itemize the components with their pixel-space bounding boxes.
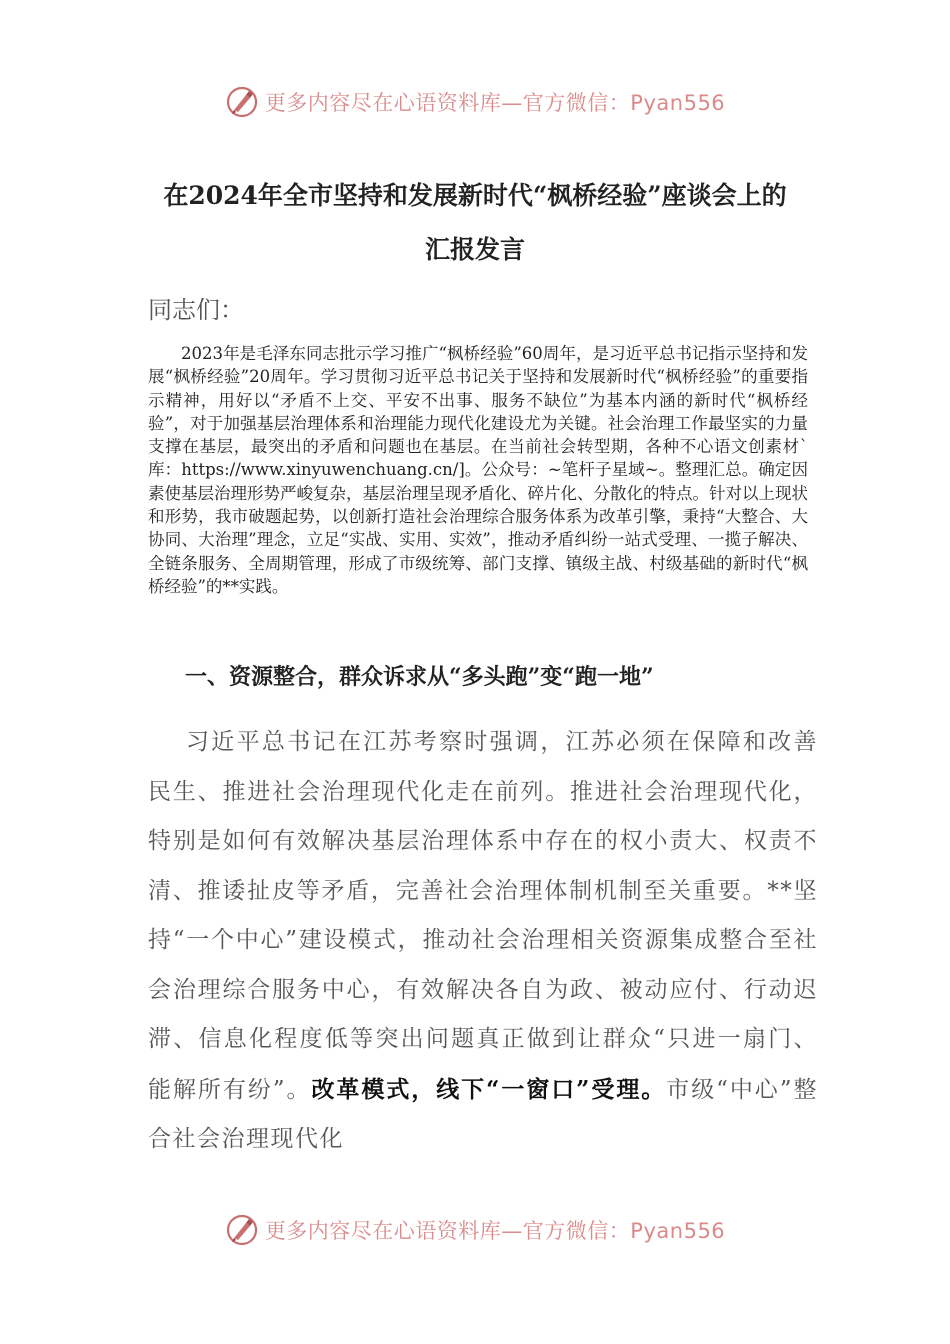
watermark-text: 更多内容尽在心语资料库—官方微信：Pyan556 [264,91,726,115]
section-1-tail: 市级“中心”整合社会治理现代化 [148,1076,818,1152]
section-1-bold-phrase: 改革模式，线下“一窗口”受理。 [311,1075,667,1103]
intro-paragraph: 2023年是毛泽东同志批示学习推广“枫桥经验”60周年，是习近平总书记指示坚持和发展“枫桥经验”20周年。学习贯彻习近平总书记关于坚持和发展新时代“枫桥经验”的重要指示精神，用好以“矛盾不上交、平安不出事、服务不缺位”为基本内涵的新时代“枫桥经验”，对于加强基层治理体系和治理能力现代化建设尤为关键。社会治理工作最坚实的力量支撑在基层，最突出的矛盾和问题也在基层。在当前社会转型期，各种不心语文创素材`库：https://www.xinyuwenchuang.cn/]。公众号：~笔杆子星域~。整理汇总。确定因素使基层治理形势严峻复杂，基层治理呈现矛盾化、碎片化、分散化的特点。针对以上现状和形势，我市破题起势，以创新打造社会治理综合服务体系为改革引擎，秉持“大整合、大协同、大治理”理念，立足“实战、实用、实效”，推动矛盾纠纷一站式受理、一揽子解决、全链条服务、全周期管理，形成了市级统筹、部门支撑、镇级主战、村级基础的新时代“枫桥经验”的**实践。 [148,344,808,596]
greeting: 同志们： [148,296,244,324]
section-1-paragraph [148,718,818,1165]
section-heading-1: 一、资源整合，群众诉求从“多头跑”变“跑一地” [185,664,654,690]
document-title-line2: 汇报发言 [424,235,525,264]
section-1-text: 习近平总书记在江苏考察时强调，江苏必须在保障和改善民生、推进社会治理现代化走在前列。推进社会治理现代化，特别是如何有效解决基层治理体系中存在的权小责大、权责不清、推诿扯皮等矛盾，完善社会治理体制机制至关重要。**坚持“一个中心”建设模式，推动社会治理相关资源集成整合至社会治理综合服务中心，有效解决各自为政、被动应付、行动迟滞、信息化程度低等突出问题真正做到让群众“只进一扇门、能解所有纷”。 [148,729,818,1103]
pen-logo-icon [225,1213,259,1247]
watermark-banner-bottom [0,1208,950,1252]
pen-logo-icon [225,85,259,119]
document-title-line1: 在2024年全市坚持和发展新时代“枫桥经验”座谈会上的 [163,181,787,210]
watermark-text: 更多内容尽在心语资料库—官方微信：Pyan556 [264,1219,726,1243]
watermark-banner-top [0,80,950,124]
